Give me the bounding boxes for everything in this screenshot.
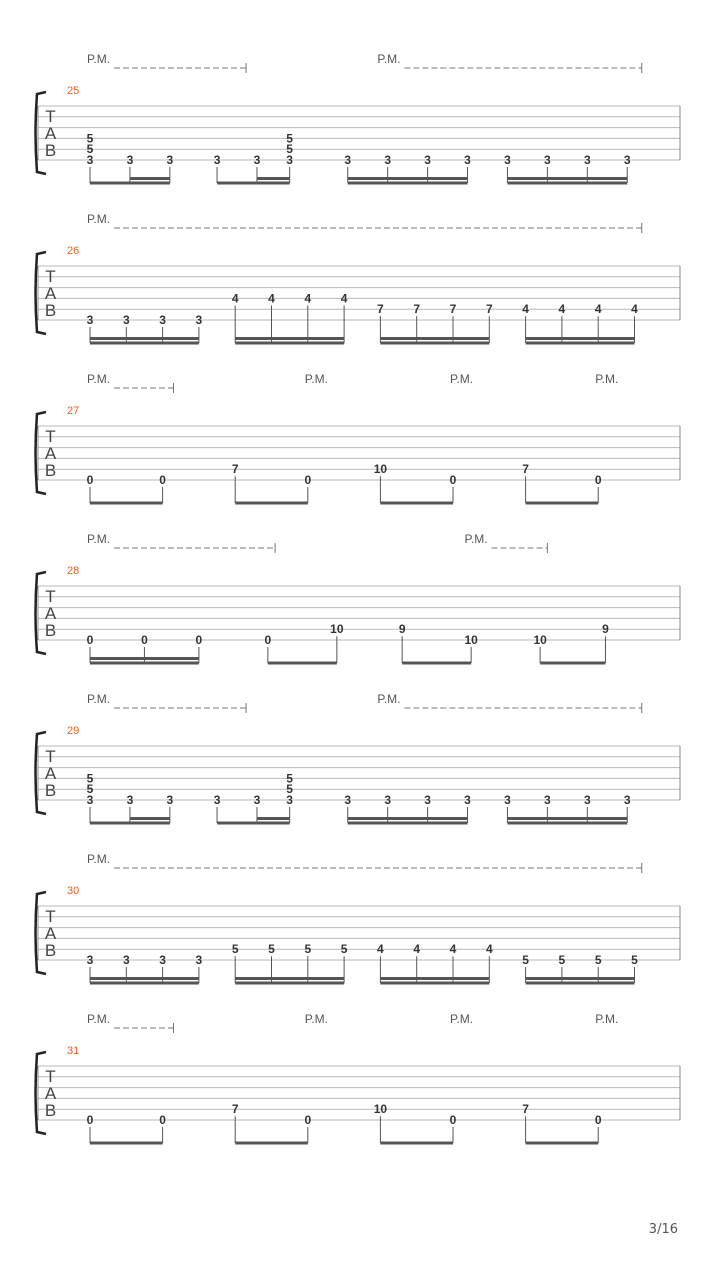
fret-number: 5 bbox=[304, 942, 312, 957]
tab-system-25 bbox=[36, 52, 681, 183]
tab-letter-b: B bbox=[44, 781, 57, 800]
tab-letter-t: T bbox=[45, 1067, 56, 1086]
fret-number: 3 bbox=[286, 153, 293, 167]
tab-letter-b: B bbox=[44, 141, 57, 160]
fret-number: 4 bbox=[485, 942, 493, 957]
fret-number: 0 bbox=[159, 1113, 166, 1127]
palm-mute-label: P.M. bbox=[450, 372, 474, 386]
fret-number: 9 bbox=[398, 622, 406, 637]
tab-letter-a: A bbox=[44, 924, 57, 943]
fret-number: 3 bbox=[464, 153, 471, 167]
fret-number: 4 bbox=[594, 302, 602, 317]
palm-mute-label: P.M. bbox=[377, 692, 401, 706]
measure-number: 31 bbox=[67, 1045, 80, 1057]
tab-letter-a: A bbox=[44, 604, 57, 623]
fret-number: 4 bbox=[631, 302, 638, 317]
fret-number: 3 bbox=[504, 153, 511, 167]
fret-number: 3 bbox=[86, 153, 94, 167]
fret-number: 0 bbox=[264, 633, 272, 647]
fret-number: 5 bbox=[594, 953, 602, 967]
fret-number: 4 bbox=[268, 291, 275, 306]
fret-number: 3 bbox=[424, 153, 431, 167]
fret-number: 3 bbox=[166, 793, 174, 807]
fret-number: 0 bbox=[449, 1113, 457, 1127]
palm-mute-label: P.M. bbox=[377, 52, 401, 66]
fret-number: 7 bbox=[413, 302, 421, 317]
measure-number: 30 bbox=[67, 885, 80, 897]
palm-mute-label: P.M. bbox=[87, 692, 111, 706]
fret-number: 5 bbox=[631, 953, 638, 967]
fret-number: 4 bbox=[522, 302, 529, 317]
fret-number: 3 bbox=[159, 953, 166, 967]
fret-number: 5 bbox=[231, 942, 239, 957]
fret-number: 7 bbox=[377, 302, 384, 317]
palm-mute-label: P.M. bbox=[595, 372, 619, 386]
fret-number: 0 bbox=[304, 473, 312, 487]
palm-mute-label: P.M. bbox=[87, 52, 111, 66]
tab-letter-a: A bbox=[44, 284, 57, 303]
palm-mute-label: P.M. bbox=[464, 532, 488, 546]
fret-number: 5 bbox=[86, 131, 94, 146]
fret-number: 3 bbox=[344, 153, 352, 167]
fret-number: 4 bbox=[340, 291, 348, 306]
fret-number: 3 bbox=[504, 793, 511, 807]
fret-number: 0 bbox=[594, 1113, 602, 1127]
fret-number: 3 bbox=[253, 793, 261, 807]
fret-number: 3 bbox=[583, 793, 591, 807]
fret-number: 5 bbox=[286, 142, 293, 157]
fret-number: 3 bbox=[213, 153, 221, 167]
tab-letter-t: T bbox=[45, 747, 56, 766]
palm-mute-label: P.M. bbox=[87, 212, 111, 226]
fret-number: 3 bbox=[86, 313, 94, 327]
tab-system-29 bbox=[36, 692, 681, 823]
fret-number: 7 bbox=[485, 302, 493, 317]
tab-letter-t: T bbox=[45, 587, 56, 606]
tab-system-26 bbox=[36, 212, 681, 343]
fret-number: 4 bbox=[413, 942, 421, 957]
fret-number: 4 bbox=[231, 291, 239, 306]
fret-number: 3 bbox=[86, 953, 94, 967]
palm-mute-label: P.M. bbox=[87, 1012, 111, 1026]
fret-number: 3 bbox=[126, 793, 134, 807]
measure-number: 28 bbox=[67, 565, 80, 577]
fret-number: 10 bbox=[533, 633, 547, 647]
fret-number: 3 bbox=[583, 153, 591, 167]
fret-number: 5 bbox=[558, 953, 566, 967]
measure-number: 25 bbox=[67, 85, 80, 97]
palm-mute-label: P.M. bbox=[87, 532, 111, 546]
tab-letter-a: A bbox=[44, 764, 57, 783]
fret-number: 7 bbox=[231, 1102, 239, 1117]
fret-number: 5 bbox=[286, 771, 293, 786]
palm-mute-label: P.M. bbox=[87, 372, 111, 386]
fret-number: 9 bbox=[602, 622, 609, 637]
measure-number: 26 bbox=[67, 245, 80, 257]
tab-letter-b: B bbox=[44, 941, 57, 960]
fret-number: 3 bbox=[126, 153, 134, 167]
fret-number: 7 bbox=[522, 462, 529, 477]
fret-number: 3 bbox=[122, 313, 130, 327]
measure-number: 27 bbox=[67, 405, 80, 417]
fret-number: 7 bbox=[522, 1102, 529, 1117]
palm-mute-label: P.M. bbox=[87, 852, 111, 866]
fret-number: 3 bbox=[159, 313, 166, 327]
tab-letter-b: B bbox=[44, 301, 57, 320]
fret-number: 10 bbox=[373, 1102, 388, 1117]
fret-number: 0 bbox=[141, 633, 148, 647]
fret-number: 3 bbox=[464, 793, 471, 807]
fret-number: 5 bbox=[286, 131, 293, 146]
fret-number: 0 bbox=[159, 473, 166, 487]
tab-letter-b: B bbox=[44, 461, 57, 480]
fret-number: 5 bbox=[86, 142, 94, 157]
fret-number: 7 bbox=[231, 462, 239, 477]
fret-number: 3 bbox=[195, 953, 203, 967]
fret-number: 3 bbox=[86, 793, 94, 807]
fret-number: 0 bbox=[594, 473, 602, 487]
fret-number: 4 bbox=[558, 302, 566, 317]
fret-number: 5 bbox=[268, 942, 275, 957]
fret-number: 3 bbox=[623, 793, 631, 807]
tab-letter-b: B bbox=[44, 1101, 57, 1120]
fret-number: 0 bbox=[449, 473, 457, 487]
measure-number: 29 bbox=[67, 725, 80, 737]
fret-number: 5 bbox=[522, 953, 529, 967]
fret-number: 7 bbox=[449, 302, 457, 317]
tab-letter-a: A bbox=[44, 124, 57, 143]
palm-mute-label: P.M. bbox=[304, 1012, 328, 1026]
fret-number: 3 bbox=[253, 153, 261, 167]
page-number: 3/16 bbox=[648, 1222, 678, 1237]
fret-number: 0 bbox=[86, 633, 94, 647]
fret-number: 3 bbox=[384, 793, 392, 807]
fret-number: 10 bbox=[464, 633, 478, 647]
tab-letter-a: A bbox=[44, 1084, 57, 1103]
tab-system-27 bbox=[36, 372, 681, 503]
fret-number: 0 bbox=[86, 473, 94, 487]
fret-number: 3 bbox=[286, 793, 293, 807]
fret-number: 10 bbox=[330, 622, 344, 637]
tab-letter-t: T bbox=[45, 907, 56, 926]
fret-number: 10 bbox=[373, 462, 388, 477]
fret-number: 3 bbox=[195, 313, 203, 327]
fret-number: 5 bbox=[340, 942, 348, 957]
tab-letter-a: A bbox=[44, 444, 57, 463]
tab-letter-t: T bbox=[45, 267, 56, 286]
tab-system-30 bbox=[36, 852, 681, 983]
fret-number: 3 bbox=[384, 153, 392, 167]
fret-number: 3 bbox=[344, 793, 352, 807]
fret-number: 3 bbox=[544, 153, 551, 167]
fret-number: 3 bbox=[544, 793, 551, 807]
tab-system-28 bbox=[36, 532, 681, 663]
fret-number: 3 bbox=[213, 793, 221, 807]
palm-mute-label: P.M. bbox=[304, 372, 328, 386]
fret-number: 5 bbox=[86, 782, 94, 797]
tab-letter-b: B bbox=[44, 621, 57, 640]
fret-number: 3 bbox=[122, 953, 130, 967]
fret-number: 4 bbox=[449, 942, 457, 957]
palm-mute-label: P.M. bbox=[595, 1012, 619, 1026]
fret-number: 3 bbox=[623, 153, 631, 167]
tab-letter-t: T bbox=[45, 427, 56, 446]
fret-number: 5 bbox=[86, 771, 94, 786]
fret-number: 0 bbox=[195, 633, 203, 647]
tab-letter-t: T bbox=[45, 107, 56, 126]
palm-mute-label: P.M. bbox=[450, 1012, 474, 1026]
fret-number: 4 bbox=[377, 942, 384, 957]
fret-number: 0 bbox=[304, 1113, 312, 1127]
tab-system-31 bbox=[36, 1012, 681, 1143]
fret-number: 3 bbox=[166, 153, 174, 167]
fret-number: 0 bbox=[86, 1113, 94, 1127]
fret-number: 3 bbox=[424, 793, 431, 807]
fret-number: 4 bbox=[304, 291, 312, 306]
fret-number: 5 bbox=[286, 782, 293, 797]
